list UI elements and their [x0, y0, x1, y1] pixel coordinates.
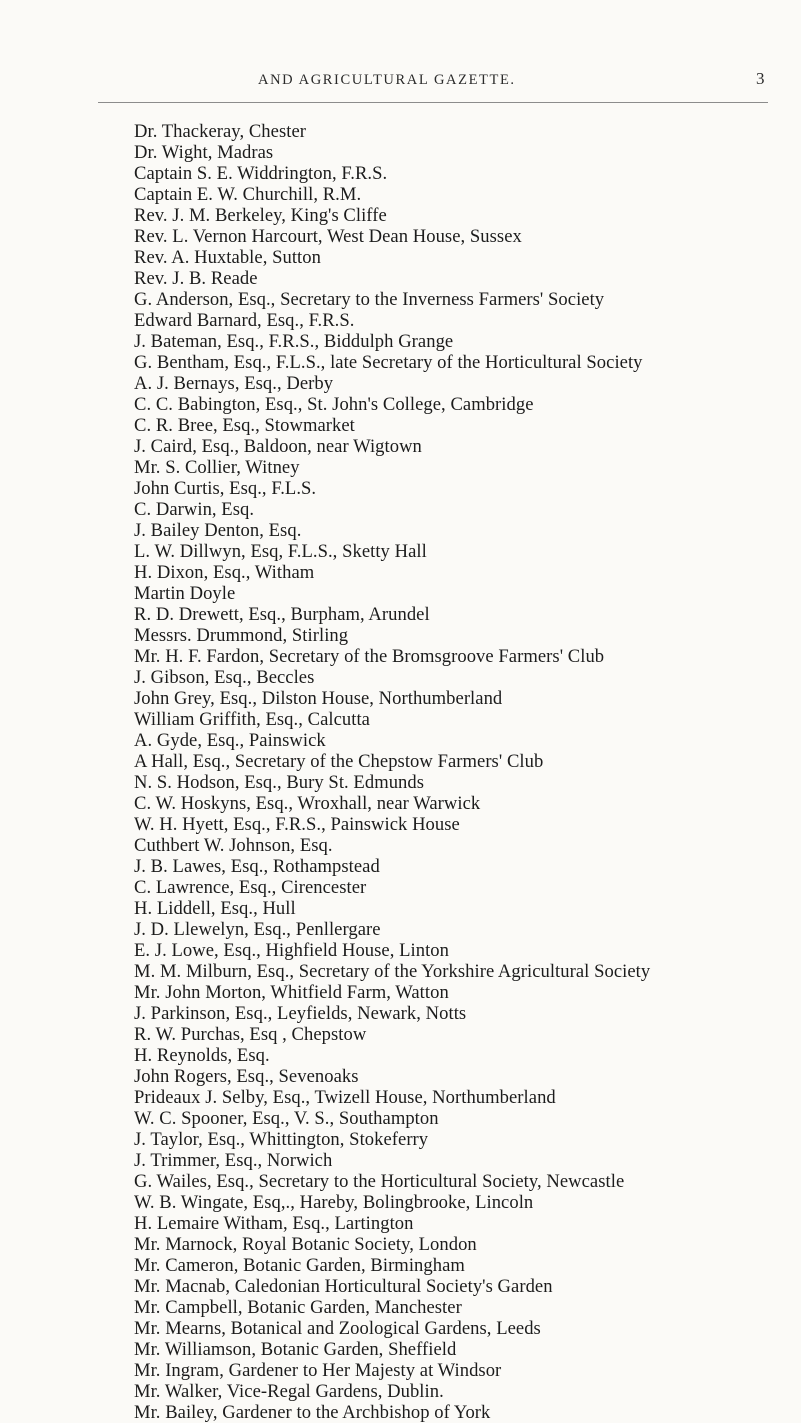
list-item: Mr. Campbell, Botanic Garden, Manchester — [134, 1297, 462, 1318]
list-item: C. R. Bree, Esq., Stowmarket — [134, 415, 355, 436]
list-item: R. W. Purchas, Esq , Chepstow — [134, 1024, 367, 1045]
list-item: A. J. Bernays, Esq., Derby — [134, 373, 334, 394]
contributor-list — [134, 121, 650, 1423]
list-item: Rev. L. Vernon Harcourt, West Dean House, Sussex — [134, 226, 522, 247]
list-item: H. Liddell, Esq., Hull — [134, 898, 296, 919]
list-item: G. Bentham, Esq., F.L.S., late Secretary of the Horticultural Society — [134, 352, 643, 373]
list-item: John Rogers, Esq., Sevenoaks — [134, 1066, 359, 1087]
list-item: J. D. Llewelyn, Esq., Penllergare — [134, 919, 381, 940]
list-item: L. W. Dillwyn, Esq, F.L.S., Sketty Hall — [134, 541, 427, 562]
list-item: J. Gibson, Esq., Beccles — [134, 667, 315, 688]
list-item: C. W. Hoskyns, Esq., Wroxhall, near Warwick — [134, 793, 481, 814]
list-item: W. B. Wingate, Esq,., Hareby, Bolingbrooke, Lincoln — [134, 1192, 534, 1213]
list-item: G. Wailes, Esq., Secretary to the Horticultural Society, Newcastle — [134, 1171, 625, 1192]
list-item: C. Darwin, Esq. — [134, 499, 255, 520]
list-item: H. Dixon, Esq., Witham — [134, 562, 315, 583]
list-item: Mr. Mearns, Botanical and Zoological Gardens, Leeds — [134, 1318, 541, 1339]
list-item: Mr. Cameron, Botanic Garden, Birmingham — [134, 1255, 465, 1276]
list-item: Martin Doyle — [134, 583, 236, 604]
list-item: E. J. Lowe, Esq., Highfield House, Linton — [134, 940, 450, 961]
list-item: Rev. J. M. Berkeley, King's Cliffe — [134, 205, 387, 226]
list-item: J. Bailey Denton, Esq. — [134, 520, 302, 541]
list-item: A Hall, Esq., Secretary of the Chepstow Farmers' Club — [134, 751, 544, 772]
list-item: Prideaux J. Selby, Esq., Twizell House, Northumberland — [134, 1087, 556, 1108]
list-item: Rev. A. Huxtable, Sutton — [134, 247, 321, 268]
list-item: W. H. Hyett, Esq., F.R.S., Painswick House — [134, 814, 460, 835]
list-item: C. C. Babington, Esq., St. John's College, Cambridge — [134, 394, 534, 415]
list-item: J. Caird, Esq., Baldoon, near Wigtown — [134, 436, 422, 457]
list-item: John Curtis, Esq., F.L.S. — [134, 478, 317, 499]
list-item: Mr. Williamson, Botanic Garden, Sheffield — [134, 1339, 457, 1360]
list-item: Dr. Wight, Madras — [134, 142, 274, 163]
list-item: Captain E. W. Churchill, R.M. — [134, 184, 362, 205]
list-item: Mr. Ingram, Gardener to Her Majesty at Windsor — [134, 1360, 502, 1381]
list-item: Mr. Marnock, Royal Botanic Society, London — [134, 1234, 477, 1255]
list-item: Mr. Walker, Vice-Regal Gardens, Dublin. — [134, 1381, 444, 1402]
list-item: Captain S. E. Widdrington, F.R.S. — [134, 163, 388, 184]
list-item: W. C. Spooner, Esq., V. S., Southampton — [134, 1108, 439, 1129]
list-item: Messrs. Drummond, Stirling — [134, 625, 349, 646]
list-item: J. Parkinson, Esq., Leyfields, Newark, Notts — [134, 1003, 467, 1024]
list-item: N. S. Hodson, Esq., Bury St. Edmunds — [134, 772, 425, 793]
list-item: G. Anderson, Esq., Secretary to the Inverness Farmers' Society — [134, 289, 605, 310]
header-rule — [98, 102, 768, 103]
list-item: Dr. Thackeray, Chester — [134, 121, 306, 142]
list-item: Mr. Macnab, Caledonian Horticultural Society's Garden — [134, 1276, 553, 1297]
list-item: Mr. Bailey, Gardener to the Archbishop of York — [134, 1402, 491, 1423]
list-item: J. B. Lawes, Esq., Rothampstead — [134, 856, 380, 877]
list-item: H. Lemaire Witham, Esq., Lartington — [134, 1213, 414, 1234]
list-item: William Griffith, Esq., Calcutta — [134, 709, 370, 730]
list-item: Mr. S. Collier, Witney — [134, 457, 300, 478]
running-header: AND AGRICULTURAL GAZETTE. — [258, 72, 516, 88]
list-item: Rev. J. B. Reade — [134, 268, 258, 289]
list-item: Mr. H. F. Fardon, Secretary of the Bromsgroove Farmers' Club — [134, 646, 605, 667]
list-item: Cuthbert W. Johnson, Esq. — [134, 835, 333, 856]
list-item: C. Lawrence, Esq., Cirencester — [134, 877, 367, 898]
list-item: J. Trimmer, Esq., Norwich — [134, 1150, 333, 1171]
list-item: Mr. John Morton, Whitfield Farm, Watton — [134, 982, 449, 1003]
list-item: M. M. Milburn, Esq., Secretary of the Yorkshire Agricultural Society — [134, 961, 651, 982]
list-item: A. Gyde, Esq., Painswick — [134, 730, 326, 751]
page-number: 3 — [756, 69, 765, 88]
list-item: John Grey, Esq., Dilston House, Northumberland — [134, 688, 503, 709]
list-item: J. Taylor, Esq., Whittington, Stokeferry — [134, 1129, 429, 1150]
list-item: Edward Barnard, Esq., F.R.S. — [134, 310, 355, 331]
list-item: R. D. Drewett, Esq., Burpham, Arundel — [134, 604, 430, 625]
list-item: H. Reynolds, Esq. — [134, 1045, 270, 1066]
list-item: J. Bateman, Esq., F.R.S., Biddulph Grange — [134, 331, 454, 352]
